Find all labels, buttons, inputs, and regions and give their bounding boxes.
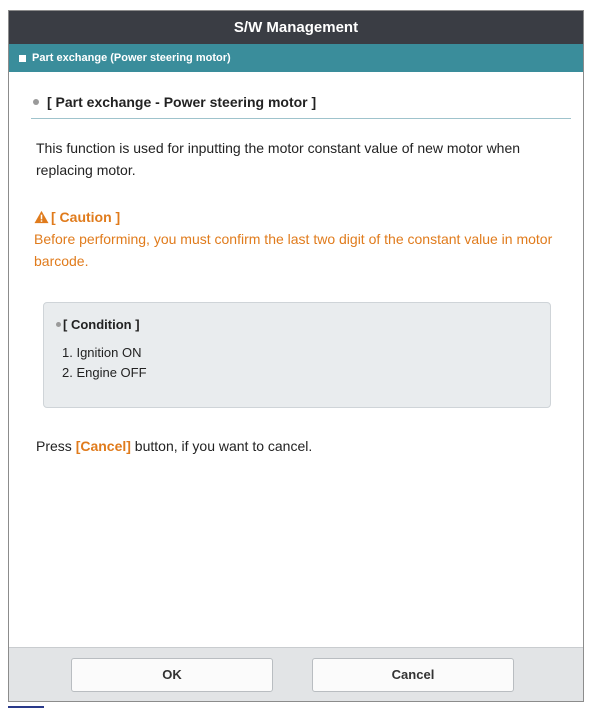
square-bullet-icon (19, 55, 26, 62)
sw-management-dialog (8, 10, 584, 702)
caution-title: [ Caution ] (51, 209, 121, 225)
section-title: [ Part exchange - Power steering motor ] (47, 94, 317, 110)
section-header (31, 94, 571, 119)
condition-dot-icon (56, 322, 61, 327)
instruction-highlight: [Cancel] (75, 438, 131, 454)
condition-title: [ Condition ] (63, 317, 140, 332)
subheader-bar (9, 44, 583, 72)
ok-button[interactable]: OK (71, 658, 273, 692)
condition-list (56, 343, 538, 383)
dialog-footer (9, 647, 583, 701)
condition-item: 1. Ignition ON (62, 345, 142, 360)
bullet-dot-icon (33, 99, 39, 105)
cancel-instruction (31, 438, 561, 454)
corner-accent-mark (8, 706, 44, 708)
function-description: This function is used for inputting the motor constant value of new motor when replacing motor. (36, 140, 521, 178)
dialog-title: S/W Management (9, 11, 583, 44)
instruction-suffix: button, if you want to cancel. (130, 438, 313, 454)
caution-text: Before performing, you must confirm the last two digit of the constant value in motor barcode. (34, 231, 553, 269)
condition-item: 2. Engine OFF (62, 365, 147, 380)
subheader-label: Part exchange (Power steering motor) (32, 52, 231, 64)
warning-triangle-icon (34, 210, 49, 224)
cancel-button[interactable]: Cancel (312, 658, 514, 692)
caution-header (31, 209, 561, 225)
condition-box (43, 302, 551, 408)
condition-header (56, 317, 538, 332)
dialog-content (9, 94, 583, 454)
instruction-prefix: Press (36, 438, 76, 454)
